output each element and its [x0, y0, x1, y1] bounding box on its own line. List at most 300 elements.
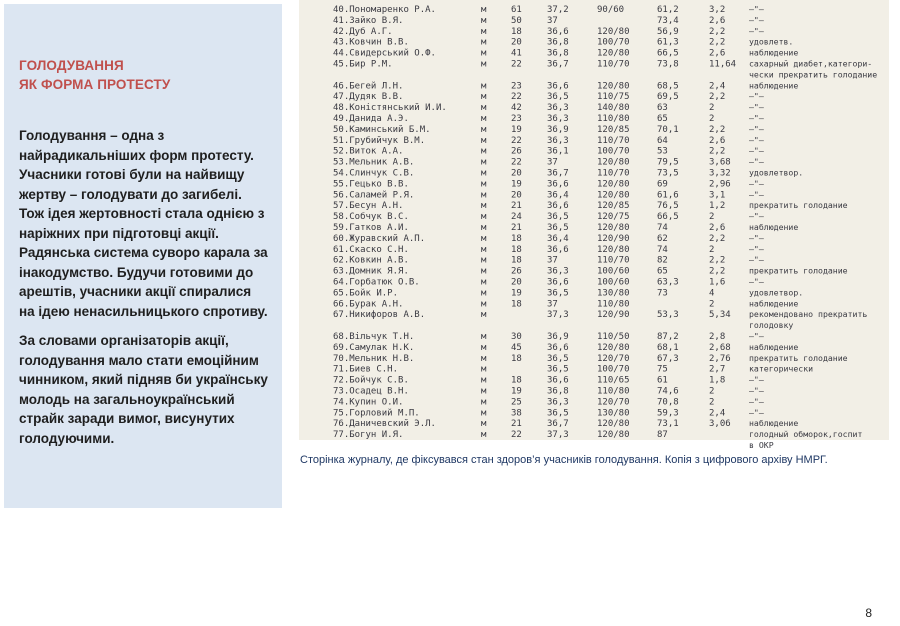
journal-cell: 24 — [511, 212, 522, 223]
journal-cell: м — [481, 223, 487, 233]
journal-cell: 120/75 — [597, 212, 630, 223]
journal-cell: 23 — [511, 114, 522, 124]
journal-cell: 40.Пономаренко Р.А. — [333, 5, 436, 15]
journal-cell: 90/60 — [597, 5, 625, 15]
journal-cell: 38 — [511, 408, 522, 419]
journal-cell: рекомендовано прекратить — [749, 309, 868, 320]
journal-cell: –"– — [749, 102, 764, 113]
journal-cell: 2,8 — [709, 332, 726, 342]
journal-cell: м — [481, 212, 487, 223]
journal-cell: удовлетвор. — [749, 167, 804, 178]
journal-cell: 36,3 — [547, 266, 569, 277]
journal-cell: 2 — [709, 299, 715, 310]
journal-cell: 120/70 — [597, 397, 630, 408]
journal-cell: 52.Виток А.А. — [333, 146, 404, 157]
journal-cell: 63 — [657, 103, 668, 114]
journal-cell: 46.Бегей Л.Н. — [333, 81, 404, 92]
journal-cell: 120/80 — [597, 244, 630, 255]
journal-cell: 79,5 — [657, 157, 679, 168]
journal-cell: 37 — [547, 157, 558, 168]
journal-cell: 120/80 — [597, 190, 630, 201]
journal-cell: 2,2 — [709, 266, 726, 277]
journal-cell: 75 — [657, 364, 668, 375]
journal-cell: м — [481, 342, 487, 353]
journal-cell: 120/80 — [597, 342, 630, 353]
journal-cell: 11,64 — [709, 59, 737, 70]
journal-cell: 18 — [511, 244, 522, 255]
journal-cell: 73.Осадец В.Н. — [333, 386, 409, 397]
journal-cell: м — [481, 201, 487, 212]
journal-cell: –"– — [749, 178, 764, 189]
journal-cell: 2 — [709, 212, 715, 223]
journal-cell: 61 — [511, 5, 522, 15]
journal-cell: 2,2 — [709, 146, 726, 157]
journal-cell: 73 — [657, 288, 668, 299]
journal-cell: удовлетвор. — [749, 287, 804, 298]
journal-cell: –"– — [749, 331, 764, 341]
journal-cell: 36,5 — [547, 288, 569, 299]
journal-cell: наблюдение — [749, 341, 799, 352]
journal-cell: 36,3 — [547, 135, 569, 146]
journal-cell: 61,3 — [657, 37, 679, 48]
journal-cell: 36,6 — [547, 342, 569, 353]
journal-cell: 2,68 — [709, 342, 731, 353]
journal-cell: 66,5 — [657, 48, 679, 59]
journal-cell: наблюдение — [749, 418, 799, 429]
journal-cell: 100/70 — [597, 37, 630, 48]
journal-cell: 76,5 — [657, 201, 679, 212]
journal-cell: 2,2 — [709, 124, 726, 135]
journal-cell: 22 — [511, 135, 522, 146]
journal-cell: 100/60 — [597, 266, 630, 277]
journal-cell: 4 — [709, 288, 715, 299]
journal-cell: 42 — [511, 103, 522, 114]
journal-cell: 36,7 — [547, 168, 569, 179]
journal-cell: 18 — [511, 26, 522, 37]
journal-cell: –"– — [749, 232, 764, 243]
journal-cell: 120/85 — [597, 201, 630, 212]
journal-cell: 21 — [511, 223, 522, 233]
journal-cell: 67.Никифоров А.В. — [333, 310, 426, 321]
journal-cell: 50 — [511, 15, 522, 26]
journal-cell: 2,2 — [709, 37, 726, 48]
journal-cell: 36,3 — [547, 103, 569, 114]
journal-cell: 37 — [547, 15, 558, 26]
journal-cell: 140/80 — [597, 103, 630, 114]
journal-cell: –"– — [749, 254, 764, 265]
journal-cell: 100/60 — [597, 277, 630, 288]
journal-cell: 120/80 — [597, 48, 630, 59]
journal-cell: 120/70 — [597, 353, 630, 364]
journal-cell: –"– — [749, 14, 764, 25]
journal-cell: м — [481, 288, 487, 299]
journal-table — [299, 0, 889, 450]
journal-cell: 36,6 — [547, 179, 569, 190]
journal-cell: 20 — [511, 168, 522, 179]
journal-cell: 1,2 — [709, 201, 726, 212]
journal-cell: 50.Каминський Б.М. — [333, 124, 431, 135]
journal-cell: м — [481, 37, 487, 48]
journal-cell: –"– — [749, 123, 764, 134]
journal-cell: в ОКР — [749, 440, 774, 450]
journal-cell: м — [481, 255, 487, 266]
journal-cell: м — [481, 168, 487, 179]
journal-cell: 36,7 — [547, 59, 569, 70]
journal-cell: 36,1 — [547, 146, 569, 157]
journal-cell: м — [481, 92, 487, 103]
journal-cell: 36,6 — [547, 375, 569, 386]
paragraph-1: Голодування – одна з найрадикальніших форм протесту. Учасники готові були на найвищу жертву – голодувати до загибелі. Тож ідея жертовності стала однією з наріжних при підготовці акції. Радянська система суворо карала за інакодумство. Будучи готовими до арештів, учасники акції спиралися на ідею ненасильницького спротиву. — [19, 128, 268, 319]
journal-cell: 18 — [511, 375, 522, 386]
journal-cell: 120/90 — [597, 310, 630, 321]
journal-cell: –"– — [749, 134, 764, 145]
journal-cell: м — [481, 419, 487, 430]
journal-cell: м — [481, 157, 487, 168]
journal-cell: 1,6 — [709, 277, 726, 288]
journal-cell: м — [481, 386, 487, 397]
journal-cell: –"– — [749, 211, 764, 222]
journal-cell: прекратить голодание — [749, 265, 848, 276]
journal-cell: 110/75 — [597, 92, 630, 103]
journal-cell: 70,8 — [657, 397, 679, 408]
journal-cell: 74.Купин О.И. — [333, 397, 404, 408]
journal-cell: 2,76 — [709, 353, 731, 364]
journal-cell: 19 — [511, 386, 522, 397]
journal-cell: –"– — [749, 407, 764, 418]
journal-cell: 73,4 — [657, 15, 679, 26]
journal-cell: 41 — [511, 48, 522, 59]
journal-cell: 120/90 — [597, 233, 630, 244]
journal-cell: –"– — [749, 374, 764, 385]
journal-cell: 54.Слинчук С.В. — [333, 168, 415, 179]
journal-cell: 22 — [511, 430, 522, 441]
journal-cell: 74,6 — [657, 386, 679, 397]
journal-cell: 18 — [511, 299, 522, 310]
journal-cell: 53.Мельник А.В. — [333, 157, 415, 168]
journal-cell: –"– — [749, 4, 764, 14]
journal-cell: 19 — [511, 124, 522, 135]
journal-cell: 2 — [709, 103, 715, 114]
journal-cell: 110/50 — [597, 332, 630, 342]
journal-cell: 63.Домник Я.Я. — [333, 266, 409, 277]
journal-cell: 2,96 — [709, 179, 731, 190]
journal-cell: 22 — [511, 157, 522, 168]
journal-cell: 130/80 — [597, 408, 630, 419]
page-number: 8 — [865, 606, 872, 620]
journal-cell: 21 — [511, 419, 522, 430]
journal-cell: м — [481, 277, 487, 288]
journal-cell: 73,8 — [657, 59, 679, 70]
journal-cell: м — [481, 124, 487, 135]
journal-cell: 2,6 — [709, 135, 726, 146]
journal-cell: –"– — [749, 91, 764, 102]
journal-cell: 36,7 — [547, 419, 569, 430]
journal-cell: 110/80 — [597, 114, 630, 124]
journal-cell: наблюдение — [749, 222, 799, 232]
journal-cell: 120/80 — [597, 419, 630, 430]
journal-cell: 69 — [657, 179, 668, 190]
journal-cell: 36,3 — [547, 397, 569, 408]
journal-cell: 2 — [709, 397, 715, 408]
journal-cell: м — [481, 103, 487, 114]
journal-cell: 18 — [511, 233, 522, 244]
journal-cell: 68,1 — [657, 342, 679, 353]
journal-page-scan — [299, 0, 889, 450]
journal-cell: чески прекратить голодание — [749, 69, 878, 80]
journal-cell: 18 — [511, 353, 522, 364]
info-panel — [4, 4, 282, 508]
journal-cell: 37,2 — [547, 5, 569, 15]
journal-cell: 74 — [657, 244, 668, 255]
journal-cell: 2,4 — [709, 81, 726, 92]
journal-cell: 36,6 — [547, 81, 569, 92]
journal-cell: 41.Зайко В.Я. — [333, 15, 404, 26]
journal-cell: 2,4 — [709, 408, 726, 419]
journal-cell: 70.Мельник Н.В. — [333, 353, 415, 364]
heading-line-2: ЯК ФОРМА ПРОТЕСТУ — [19, 77, 171, 92]
journal-cell: 26 — [511, 266, 522, 277]
journal-cell: 57.Бесун А.Н. — [333, 201, 404, 212]
journal-cell: 61,6 — [657, 190, 679, 201]
journal-cell: м — [481, 310, 487, 321]
journal-cell: 56,9 — [657, 26, 679, 37]
journal-cell: –"– — [749, 25, 764, 36]
journal-cell: 76.Даничевский Э.Л. — [333, 419, 436, 430]
journal-cell: 110/70 — [597, 255, 630, 266]
journal-cell: 25 — [511, 397, 522, 408]
journal-cell: наблюдение — [749, 298, 799, 309]
journal-cell: м — [481, 190, 487, 201]
journal-cell: 62.Ковкин А.В. — [333, 255, 409, 266]
journal-cell: 62 — [657, 233, 668, 244]
journal-cell: 63,3 — [657, 277, 679, 288]
journal-cell: –"– — [749, 189, 764, 200]
journal-cell: –"– — [749, 145, 764, 156]
journal-cell: 56.Саламей Р.Я. — [333, 190, 415, 201]
journal-cell: 36,5 — [547, 408, 569, 419]
journal-cell: 45.Бир Р.М. — [333, 59, 393, 70]
journal-cell: 87,2 — [657, 332, 679, 342]
journal-cell: 36,6 — [547, 244, 569, 255]
journal-cell: 66.Бурак А.Н. — [333, 299, 404, 310]
journal-cell: м — [481, 5, 487, 15]
journal-cell: м — [481, 353, 487, 364]
journal-cell: 23 — [511, 81, 522, 92]
journal-cell: 36,6 — [547, 201, 569, 212]
journal-cell: м — [481, 364, 487, 375]
journal-cell: 71.Биев С.Н. — [333, 364, 399, 375]
journal-cell: 75.Горловий М.П. — [333, 408, 420, 419]
journal-cell: 44.Свидерський О.Ф. — [333, 48, 436, 59]
journal-cell: голодный обморок,госпит — [749, 429, 863, 440]
journal-cell: м — [481, 26, 487, 37]
journal-cell: 53,3 — [657, 310, 679, 321]
journal-cell: 61,2 — [657, 5, 679, 15]
journal-cell: голодовку — [749, 320, 794, 331]
journal-cell: наблюдение — [749, 47, 799, 58]
journal-cell: 77.Богун И.Я. — [333, 430, 404, 441]
journal-cell: 2,6 — [709, 223, 726, 233]
journal-cell: 37,3 — [547, 430, 569, 441]
journal-cell: 42.Дуб А.Г. — [333, 26, 393, 37]
journal-cell: 58.Собчук В.С. — [333, 212, 409, 223]
journal-cell: м — [481, 59, 487, 70]
journal-cell: 36,5 — [547, 92, 569, 103]
journal-cell: 36,8 — [547, 386, 569, 397]
journal-cell: 110/80 — [597, 299, 630, 310]
journal-cell: м — [481, 299, 487, 310]
journal-cell: 43.Ковчин В.В. — [333, 37, 409, 48]
journal-cell: м — [481, 233, 487, 244]
journal-cell: 59,3 — [657, 408, 679, 419]
journal-cell: 22 — [511, 59, 522, 70]
journal-cell: м — [481, 114, 487, 124]
journal-cell: 110/65 — [597, 375, 630, 386]
journal-cell: 2,2 — [709, 233, 726, 244]
journal-cell: 120/80 — [597, 81, 630, 92]
journal-cell: 2,2 — [709, 255, 726, 266]
journal-cell: 120/80 — [597, 26, 630, 37]
journal-cell: 55.Гецько В.В. — [333, 179, 409, 190]
journal-cell: 72.Бойчук С.В. — [333, 375, 409, 386]
journal-cell: 120/80 — [597, 223, 630, 233]
journal-cell: 65.Бойк И.Р. — [333, 288, 399, 299]
journal-cell: 110/80 — [597, 386, 630, 397]
journal-cell: 36,9 — [547, 332, 569, 342]
journal-cell: м — [481, 430, 487, 441]
body-text — [19, 126, 270, 448]
journal-cell: 65 — [657, 266, 668, 277]
journal-cell: 2,2 — [709, 92, 726, 103]
journal-cell: 120/80 — [597, 179, 630, 190]
journal-cell: 70,1 — [657, 124, 679, 135]
journal-cell: 5,34 — [709, 310, 731, 321]
journal-cell: 36,3 — [547, 114, 569, 124]
journal-cell: 49.Данида А.Э. — [333, 114, 409, 124]
journal-cell: м — [481, 332, 487, 342]
journal-cell: 20 — [511, 190, 522, 201]
journal-cell: категорически — [749, 363, 814, 374]
journal-cell: –"– — [749, 396, 764, 407]
journal-cell: 87 — [657, 430, 668, 441]
journal-cell: 110/70 — [597, 135, 630, 146]
journal-cell: 36,5 — [547, 364, 569, 375]
journal-cell: 73,5 — [657, 168, 679, 179]
journal-cell: 2,6 — [709, 48, 726, 59]
heading-line-1: ГОЛОДУВАННЯ — [19, 58, 124, 73]
journal-cell: –"– — [749, 243, 764, 254]
journal-cell: м — [481, 408, 487, 419]
journal-cell: –"– — [749, 113, 764, 123]
journal-cell: 36,9 — [547, 124, 569, 135]
journal-cell: 36,6 — [547, 277, 569, 288]
journal-cell: 21 — [511, 201, 522, 212]
journal-cell: 110/70 — [597, 59, 630, 70]
journal-cell: 3,2 — [709, 5, 726, 15]
journal-cell: 66,5 — [657, 212, 679, 223]
journal-cell: 68.Вільчук Т.Н. — [333, 332, 415, 342]
journal-cell: 30 — [511, 332, 522, 342]
journal-cell: 19 — [511, 179, 522, 190]
journal-cell: 37 — [547, 299, 558, 310]
journal-cell: –"– — [749, 156, 764, 167]
journal-cell: 61.Скаско С.Н. — [333, 244, 409, 255]
journal-cell: 20 — [511, 277, 522, 288]
journal-cell: м — [481, 397, 487, 408]
journal-cell: 120/80 — [597, 430, 630, 441]
section-heading — [19, 56, 270, 94]
journal-cell: 51.Грубийчук В.М. — [333, 135, 426, 146]
journal-cell: м — [481, 179, 487, 190]
journal-cell: –"– — [749, 276, 764, 287]
journal-cell: 36,4 — [547, 233, 569, 244]
journal-cell: 37 — [547, 255, 558, 266]
journal-cell: 130/80 — [597, 288, 630, 299]
journal-cell: наблюдение — [749, 80, 799, 91]
journal-cell: 110/70 — [597, 168, 630, 179]
journal-cell: удовлетв. — [749, 36, 794, 47]
journal-cell: 2,2 — [709, 26, 726, 37]
journal-cell: м — [481, 244, 487, 255]
journal-cell: 73,1 — [657, 419, 679, 430]
journal-cell: 2 — [709, 244, 715, 255]
journal-cell: 60.Журавский А.П. — [333, 233, 426, 244]
journal-cell: 67,3 — [657, 353, 679, 364]
journal-cell: 69,5 — [657, 92, 679, 103]
journal-cell: 36,5 — [547, 353, 569, 364]
journal-cell: 2,6 — [709, 15, 726, 26]
journal-cell: 120/80 — [597, 157, 630, 168]
journal-cell: 36,8 — [547, 37, 569, 48]
journal-cell: 2,7 — [709, 364, 726, 375]
journal-cell: 64.Горбатюк О.В. — [333, 277, 420, 288]
journal-cell: прекратить голодание — [749, 200, 848, 211]
journal-cell: 26 — [511, 146, 522, 157]
journal-cell: 3,06 — [709, 419, 731, 430]
paragraph-2: За словами організаторів акції, голодування мало стати емоційним чинником, який підняв би українську молодь на загальноукраїнський страйк заради вимог, висунутих голодуючими. — [19, 333, 268, 446]
journal-cell: 19 — [511, 288, 522, 299]
image-caption: Сторінка журналу, де фіксувався стан здоров’я учасників голодування. Копія з цифрового архіву НМРГ. — [300, 454, 828, 466]
journal-cell: 100/70 — [597, 364, 630, 375]
journal-cell: 2 — [709, 386, 715, 397]
journal-cell: 37,3 — [547, 310, 569, 321]
journal-cell: 69.Самулак Н.К. — [333, 342, 415, 353]
journal-cell: 36,4 — [547, 190, 569, 201]
journal-cell: –"– — [749, 385, 764, 396]
journal-cell: 1,8 — [709, 375, 726, 386]
journal-cell: 3,68 — [709, 157, 731, 168]
journal-cell: м — [481, 15, 487, 26]
journal-cell: 3,1 — [709, 190, 726, 201]
journal-cell: 36,5 — [547, 223, 569, 233]
journal-cell: 64 — [657, 135, 668, 146]
journal-cell: 82 — [657, 255, 668, 266]
journal-cell: 2 — [709, 114, 715, 124]
journal-cell: м — [481, 146, 487, 157]
journal-cell: 22 — [511, 92, 522, 103]
journal-cell: 36,5 — [547, 212, 569, 223]
journal-cell: м — [481, 266, 487, 277]
journal-cell: 45 — [511, 342, 522, 353]
journal-cell: 47.Дудяк В.В. — [333, 92, 404, 103]
journal-cell: 20 — [511, 37, 522, 48]
journal-cell: 65 — [657, 114, 668, 124]
journal-cell: 36,6 — [547, 26, 569, 37]
journal-cell: м — [481, 375, 487, 386]
journal-cell: сахарный диабет,категори- — [749, 58, 873, 69]
journal-cell: 59.Гатков А.И. — [333, 223, 409, 233]
journal-cell: м — [481, 48, 487, 59]
